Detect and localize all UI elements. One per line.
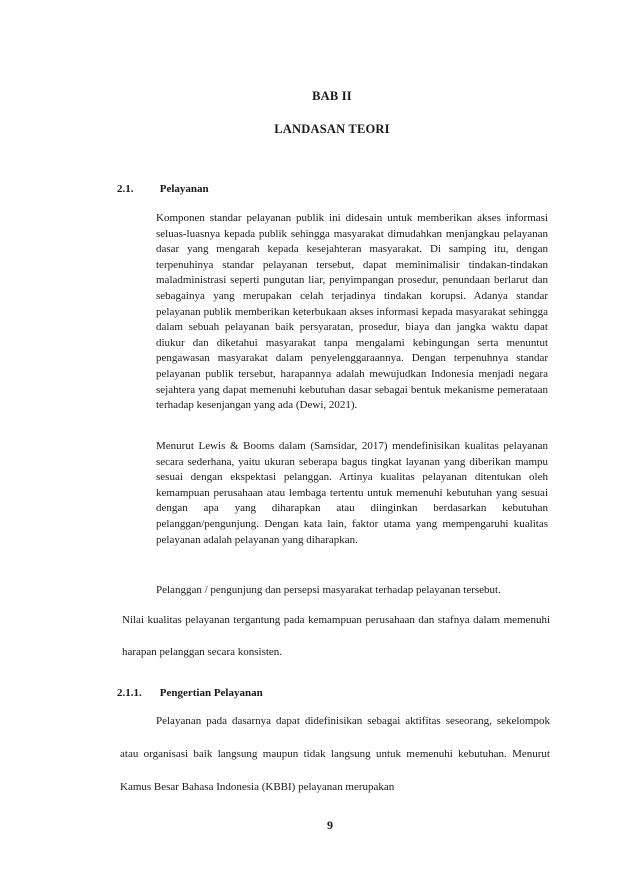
section-heading-2-1-1 — [117, 687, 263, 699]
section-number: 2.1. — [117, 183, 134, 195]
body-paragraph-3-first-line: Pelanggan / pengunjung dan persepsi masyarakat terhadap pelayanan tersebut. — [156, 584, 501, 596]
section-title: Pelayanan — [159, 183, 209, 195]
body-paragraph-1: Komponen standar pelayanan publik ini didesain untuk memberikan akses informasi seluas-luasnya kepada publik sehingga masyarakat dimudahkan menjangkau pelayanan dasar yang mengarah kepada kesejahteran masyarakat. Di samping itu, dengan terpenuhinya standar pelayanan tersebut, dapat meminimalisir tindakan-tindakan maladministrasi seperti pungutan liar, penyimpangan prosedur, penundaan berlarut dan sebagainya yang merupakan celah terjadinya tindakan korupsi. Adanya standar pelayanan publik memberikan keterbukaan akses informasi kepada masyarakat sehingga dalam sebuah pelayanan baik persyaratan, prosedur, biaya dan jangka waktu dapat diukur dan diketahui masyarakat tanpa mengalami kebingungan serta menuntut pengawasan masyarakat dalam penyelenggaraannya. Dengan terpenuhnya standar pelayanan publik tersebut, harapannya adalah mewujudkan Indonesia menjadi negara sejahtera yang dapat memenuhi kebutuhan dasar sebagai bentuk mekanisme pemerataan terhadap kesenjangan yang ada (Dewi, 2021). — [156, 212, 548, 412]
body-paragraph-2: Menurut Lewis & Booms dalam (Samsidar, 2017) mendefinisikan kualitas pelayanan secara sederhana, yaitu ukuran seberapa bagus tingkat layanan yang diberikan mampu sesuai dengan ekspektasi pelanggan. Artinya kualitas pelayanan ditentukan oleh kemampuan perusahaan atau lembaga tertentu untuk memenuhi kebutuhan yang sesuai dengan apa yang diharapkan atau diinginkan berdasarkan kebutuhan pelanggan/pengunjung. Dengan kata lain, faktor utama yang mempengaruhi kualitas pelayanan adalah pelayanan yang diharapkan. — [156, 440, 548, 546]
chapter-title: LANDASAN TEORI — [274, 122, 390, 136]
page-number: 9 — [327, 818, 333, 832]
body-paragraph-3-continued: Nilai kualitas pelayanan tergantung pada kemampuan perusahaan dan stafnya dalam memenuhi harapan pelanggan secara konsisten. — [122, 614, 550, 658]
section-heading-2-1 — [117, 183, 209, 195]
chapter-heading: BAB II — [312, 89, 352, 103]
section-title: Pengertian Pelayanan — [159, 687, 263, 699]
body-paragraph-4: Pelayanan pada dasarnya dapat didefinisikan sebagai aktifitas seseorang, sekelompok atau organisasi baik langsung maupun tidak langsung untuk memenuhi kebutuhan. Menurut Kamus Besar Bahasa Indonesia (KBBI) pelayanan merupakan — [120, 715, 550, 793]
section-number: 2.1.1. — [117, 687, 142, 699]
